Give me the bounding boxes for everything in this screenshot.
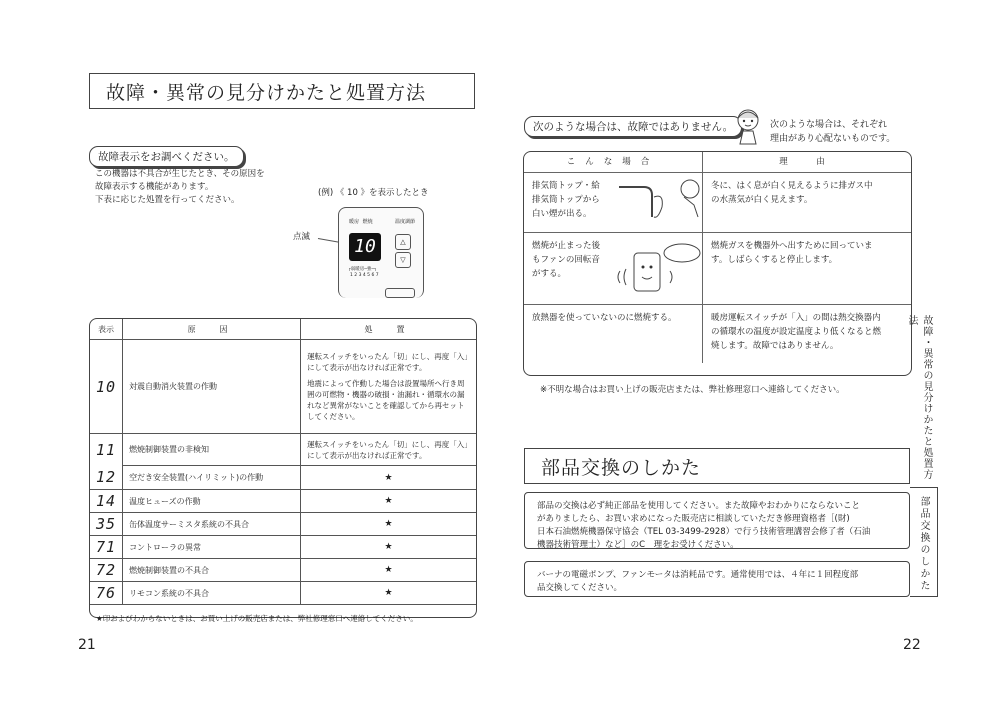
reason-cell	[703, 173, 912, 233]
error-action	[301, 434, 476, 466]
footnote-row	[90, 605, 476, 633]
page-number-right: 22	[903, 637, 921, 653]
case-line: もファンの回転音	[532, 255, 600, 265]
mascot-icon	[732, 106, 764, 146]
reason-line: 焼します。故障ではありません。	[711, 341, 839, 351]
parts-line: 部品の交換は必ず純正部品を使用してください。また故障やおわかりにならないこと	[537, 501, 861, 511]
case-line: 排気筒トップから	[532, 195, 600, 205]
star-mark: ★	[301, 466, 476, 490]
fan-heater-illustration	[612, 241, 702, 303]
table-row	[524, 233, 911, 305]
error-cause: 温度ヒューズの作動	[123, 490, 301, 513]
table-row	[90, 582, 476, 605]
intro-line: 故障表示する機能があります。	[95, 182, 214, 192]
remote-temp-label: 温度調節	[395, 219, 416, 225]
star-mark: ★	[301, 490, 476, 513]
error-cause: 空だき安全装置(ハイリミット)の作動	[123, 466, 301, 490]
reason-cell	[703, 305, 912, 363]
error-table-header	[90, 319, 476, 340]
not-fault-label	[524, 116, 742, 137]
case-line: 白い煙が出る。	[532, 209, 592, 219]
parts-line: 日本石油燃焼機器保守協会（TEL 03-3499-2928）で行う技術管理講習会修了者（石油	[537, 527, 871, 537]
error-cause: 対震自動消火装置の作動	[123, 340, 301, 434]
case-line: がする。	[532, 269, 567, 279]
side-tab-troubleshooting[interactable]	[906, 315, 934, 490]
header-display: 表示	[90, 319, 123, 340]
side-tab-parts[interactable]	[910, 487, 938, 597]
intro-line: この機器は不具合が生じたとき、その原因を	[95, 169, 265, 179]
parts-line: がありましたら、お買い求めになった販売店に相談していただき修理資格者［(財)	[537, 514, 850, 524]
consumables-line: 品交換してください。	[537, 583, 623, 593]
error-code: 14	[90, 490, 123, 513]
error-table	[90, 319, 476, 633]
star-mark: ★	[301, 559, 476, 582]
reason-line: 燃焼ガスを機器外へ出すために回っていま	[711, 241, 873, 251]
error-cause: 燃焼制御装置の非検知	[123, 434, 301, 466]
case-cell	[524, 233, 703, 305]
side-tab-parts-text: 部品交換のしかた	[918, 496, 929, 592]
star-mark: ★	[301, 582, 476, 605]
remote-label-heating: 暖房	[349, 219, 360, 225]
reason-cell	[703, 233, 912, 305]
error-code: 71	[90, 536, 123, 559]
error-code: 76	[90, 582, 123, 605]
table-row	[90, 434, 476, 466]
bubble-line: 理由があり心配ないものです。	[770, 134, 896, 144]
not-fault-table-frame	[523, 151, 912, 376]
error-code: 72	[90, 559, 123, 582]
section-title-text: 部品交換のしかた	[541, 456, 702, 479]
table-footnote: ★印およびわからないときは、お買い上げの販売店または、弊社修理窓口へ連絡してください。	[90, 605, 476, 633]
mascot-illustration	[732, 106, 764, 146]
up-arrow-button[interactable]: △	[395, 234, 411, 250]
page-title	[89, 73, 475, 109]
case-line: 燃焼が止まった後	[532, 241, 601, 251]
not-fault-header	[524, 152, 911, 173]
table-row	[90, 559, 476, 582]
reason-line: の循環水の温度が設定温度より低くなると燃	[711, 327, 882, 337]
remote-label-combustion: 燃焼	[362, 219, 373, 225]
reason-line: 暖房運転スイッチが「入」の間は熱交換器内	[711, 313, 881, 323]
remote-bottom-button[interactable]	[385, 288, 415, 298]
error-cause: コントローラの異常	[123, 536, 301, 559]
example-caption: (例) 《 10 》を表示したとき	[318, 188, 429, 198]
side-tab-troubleshooting-text: 故障・異常の見分けかたと処置方法	[906, 315, 932, 480]
remote-display	[349, 233, 381, 261]
not-fault-footnote: ※不明な場合はお買い上げの販売店または、弊社修理窓口へ連絡してください。	[540, 385, 845, 395]
table-row	[524, 173, 911, 233]
error-cause: 缶体温度サーミスタ系統の不具合	[123, 513, 301, 536]
remote-top-labels	[349, 218, 373, 225]
star-mark: ★	[301, 513, 476, 536]
case-line: 放熱器を使っていないのに燃焼する。	[532, 313, 677, 323]
page-number-left: 21	[78, 637, 96, 653]
remote-display-code: 10	[354, 236, 376, 257]
action-text: 地震によって作動した場合は設置場所へ行き周囲の可燃物・機器の破損・油漏れ・循環水の漏れなど異常がないことを確認してから再セットしてください。	[307, 379, 465, 421]
header-action: 処 置	[301, 319, 476, 340]
parts-replacement-box	[524, 492, 910, 549]
error-code: 11	[90, 434, 123, 466]
reason-line: 冬に、はく息が白く見えるように排ガス中	[711, 181, 873, 191]
action-text: 運転スイッチをいったん「切」にし、再度「入」にして表示が出なければ正常です。	[307, 439, 469, 460]
table-row	[524, 305, 911, 363]
action-text: 運転スイッチをいったん「切」にし、再度「入」にして表示が出なければ正常です。	[307, 352, 469, 372]
not-fault-label-text: 次のような場合は、故障ではありません。	[533, 121, 734, 133]
table-row	[90, 490, 476, 513]
table-row	[90, 466, 476, 490]
blink-label: 点滅	[293, 232, 311, 242]
remote-control	[338, 207, 424, 298]
error-table-frame	[89, 318, 477, 624]
table-row	[90, 513, 476, 536]
remote-scale-numbers: 1 2 3 4 5 6 7	[350, 273, 379, 278]
case-cell	[524, 305, 703, 363]
reason-line: の水蒸気が白く見えます。	[711, 195, 813, 205]
parts-line: 機器技術管理士）など］のC 理をお受けください。	[537, 540, 739, 550]
down-arrow-button[interactable]: ▽	[395, 252, 411, 268]
intro-line: 下表に応じた処置を行ってください。	[95, 195, 240, 205]
header-case: こんな場合	[524, 152, 703, 173]
error-cause: 燃焼制御装置の不具合	[123, 559, 301, 582]
error-display-label	[89, 146, 244, 167]
not-fault-table	[524, 152, 911, 363]
error-cause: リモコン系統の不具合	[123, 582, 301, 605]
header-cause: 原 因	[123, 319, 301, 340]
table-row	[90, 340, 476, 434]
intro-text	[95, 168, 295, 207]
error-action	[301, 340, 476, 434]
consumables-line: バーナの電磁ポンプ、ファンモータは消耗品です。通常使用では、４年に１回程度部	[537, 570, 859, 580]
page-title-text: 故障・異常の見分けかたと処置方法	[106, 81, 427, 104]
speech-bubble	[770, 118, 895, 146]
bubble-line: 次のような場合は、それぞれ	[770, 120, 888, 130]
remote-scale-label: ┌弱暖房─強─┐	[348, 267, 377, 272]
error-display-label-text: 故障表示をお調べください。	[98, 151, 235, 163]
error-code: 10	[90, 340, 123, 434]
header-reason: 理 由	[703, 152, 912, 173]
section-title	[524, 448, 910, 484]
table-row	[90, 536, 476, 559]
consumables-box	[524, 561, 910, 597]
error-code: 12	[90, 466, 123, 490]
star-mark: ★	[301, 536, 476, 559]
exhaust-pipe-illustration	[614, 177, 704, 231]
case-line: 排気筒トップ・給	[532, 181, 600, 191]
error-code: 35	[90, 513, 123, 536]
case-cell	[524, 173, 703, 233]
reason-line: す。しばらくすると停止します。	[711, 255, 838, 265]
